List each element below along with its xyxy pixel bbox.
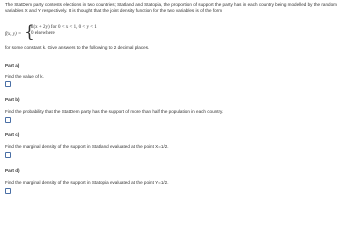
- part-b-question: Find the probability that the StatDem party has the support of more than half the population in each country.: [5, 109, 224, 114]
- part-b-label: Part b): [5, 97, 20, 102]
- part-c-answer-input[interactable]: [5, 152, 11, 158]
- part-d-label: Part d): [5, 168, 20, 173]
- part-b-answer-input[interactable]: [5, 117, 11, 123]
- part-d-answer-input[interactable]: [5, 188, 11, 194]
- part-a-question: Find the value of k.: [5, 74, 44, 79]
- part-c-label: Part c): [5, 132, 20, 137]
- density-lhs: f(x, y) =: [5, 32, 22, 37]
- part-a-label: Part a): [5, 63, 20, 68]
- density-case-2: 0 elsewhere: [31, 31, 55, 36]
- intro-text: The StatDem party contests elections in two countries; Statland and Statopia, the proportion of support the party has in each country being modelled by the random variables X and Y respectively. It is thought that the joint density function for the two variables is of the form: [5, 2, 337, 13]
- density-case-1: k(x + 2y) for 0 < x < 1, 0 < y < 1: [31, 25, 97, 30]
- constant-note: for some constant k. Give answers to the following to 2 decimal places.: [5, 45, 150, 50]
- part-c-question: Find the marginal density of the support in Statland evaluated at the point X=1/2.: [5, 144, 169, 149]
- part-d-question: Find the marginal density of the support in Statopia evaluated at the point Y=1/2.: [5, 180, 169, 185]
- part-a-answer-input[interactable]: [5, 81, 11, 87]
- cases-brace: {: [24, 22, 35, 42]
